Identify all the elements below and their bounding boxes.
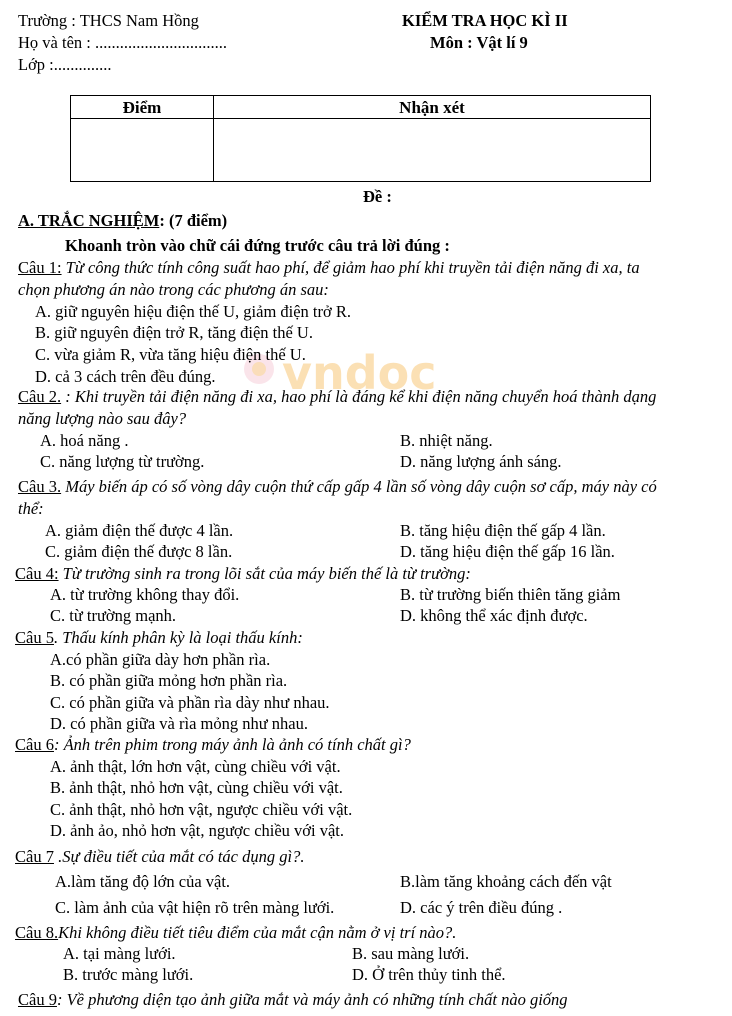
- question-8-line1: [15, 925, 456, 942]
- de-label: Đề :: [363, 187, 392, 206]
- q4-option-d: D. không thể xác định được.: [400, 606, 588, 625]
- question-2-label: Câu 2.: [18, 387, 62, 406]
- q4-option-a: A. từ trường không thay đổi.: [50, 585, 240, 604]
- q5-option-a: A.có phần giữa dày hơn phần rìa.: [50, 650, 271, 669]
- q8-option-d: D. Ở trên thủy tinh thể.: [352, 965, 506, 984]
- q7-option-a: A.làm tăng độ lớn của vật.: [55, 872, 231, 891]
- question-6-line1: [15, 737, 411, 754]
- q7-option-b: B.làm tăng khoảng cách đến vật: [400, 872, 612, 891]
- q8-option-a: A. tại màng lưới.: [63, 944, 176, 963]
- watermark-text: vndoc: [282, 346, 437, 400]
- question-8-text: Khi không điều tiết tiêu điểm của mắt cận nằm ở vị trí nào?.: [58, 923, 457, 942]
- question-1-line1: [18, 260, 640, 277]
- q3-option-d: D. tăng hiệu điện thế gấp 16 lần.: [400, 542, 615, 561]
- q2-option-d: D. năng lượng ánh sáng.: [400, 452, 562, 471]
- q3-option-b: B. tăng hiệu điện thế gấp 4 lần.: [400, 521, 606, 540]
- question-6-label: Câu 6: [15, 735, 54, 754]
- question-9-label: Câu 9: [18, 990, 57, 1009]
- question-5-label: Câu 5: [15, 628, 54, 647]
- q8-option-c: B. trước màng lưới.: [63, 965, 194, 984]
- comment-column-header: Nhận xét: [399, 98, 465, 117]
- school-name: Trường : THCS Nam Hồng: [18, 11, 199, 30]
- question-6-text: : Ảnh trên phim trong máy ảnh là ảnh có tính chất gì?: [53, 735, 411, 754]
- q6-option-a: A. ảnh thật, lớn hơn vật, cùng chiều với vật.: [50, 757, 341, 776]
- question-4-label: Câu 4:: [15, 564, 59, 583]
- question-7-label: Câu 7: [15, 847, 54, 866]
- question-9-text: : Về phương diện tạo ảnh giữa mắt và máy ảnh có những tính chất nào giống: [56, 990, 568, 1009]
- question-7-text: .Sự điều tiết của mắt có tác dụng gì?.: [53, 847, 305, 866]
- question-2-text-cont: năng lượng nào sau đây?: [18, 409, 187, 428]
- q5-option-c: C. có phần giữa và phần rìa dày như nhau.: [50, 693, 330, 712]
- question-2-line1: [18, 389, 656, 406]
- section-a-points: : (7 điểm): [159, 211, 228, 230]
- question-1-label: Câu 1:: [18, 258, 62, 277]
- question-5-line1: [15, 630, 303, 647]
- q6-option-c: C. ảnh thật, nhỏ hơn vật, ngược chiều với vật.: [50, 800, 353, 819]
- q2-option-c: C. năng lượng từ trường.: [40, 452, 205, 471]
- question-3-label: Câu 3.: [18, 477, 62, 496]
- q8-option-b: B. sau màng lưới.: [352, 944, 470, 963]
- question-4-text: Từ trường sinh ra trong lõi sắt của máy biến thế là từ trường:: [58, 564, 471, 583]
- instruction: Khoanh tròn vào chữ cái đứng trước câu trả lời đúng :: [65, 236, 450, 255]
- q1-option-a: A. giữ nguyên hiệu điện thế U, giảm điện trở R.: [35, 302, 351, 321]
- class-field: Lớp :..............: [18, 55, 112, 74]
- q6-option-b: B. ảnh thật, nhỏ hơn vật, cùng chiều với vật.: [50, 778, 343, 797]
- exam-subject: Môn : Vật lí 9: [430, 33, 528, 52]
- question-2-text: : Khi truyền tải điện năng đi xa, hao phí là đáng kể khi điện năng chuyển hoá thành dạng: [61, 387, 657, 406]
- question-3-line1: [18, 479, 657, 496]
- q3-option-c: C. giảm điện thế được 8 lần.: [45, 542, 233, 561]
- q2-option-b: B. nhiệt năng.: [400, 431, 493, 450]
- question-1-text: Từ công thức tính công suất hao phí, để giảm hao phí khi truyền tải điện năng đi xa, ta: [61, 258, 640, 277]
- question-9-line1: [18, 992, 568, 1009]
- question-8-label: Câu 8.: [15, 923, 59, 942]
- exam-title: KIỂM TRA HỌC KÌ II: [402, 11, 568, 30]
- q1-option-b: B. giữ nguyên điện trở R, tăng điện thế U.: [35, 323, 313, 342]
- question-3-text-cont: thể:: [18, 499, 44, 518]
- q1-option-d: D. cả 3 cách trên đều đúng.: [35, 367, 216, 386]
- q4-option-b: B. từ trường biến thiên tăng giảm: [400, 585, 621, 604]
- score-table: [70, 95, 651, 182]
- q3-option-a: A. giảm điện thế được 4 lần.: [45, 521, 234, 540]
- score-column-header: Điểm: [122, 98, 162, 117]
- question-3-text: Máy biến áp có số vòng dây cuộn thứ cấp gấp 4 lần số vòng dây cuộn sơ cấp, máy này có: [61, 477, 657, 496]
- section-a-title: A. TRẮC NGHIỆM: [18, 211, 160, 230]
- q6-option-d: D. ảnh ảo, nhỏ hơn vật, ngược chiều với vật.: [50, 821, 345, 840]
- q5-option-b: B. có phần giữa mỏng hơn phần rìa.: [50, 671, 288, 690]
- q7-option-c: C. làm ảnh của vật hiện rõ trên màng lưới.: [55, 898, 335, 917]
- student-name-field: Họ và tên : ................................: [18, 33, 227, 52]
- q5-option-d: D. có phần giữa và rìa mỏng như nhau.: [50, 714, 308, 733]
- question-1-text-cont: chọn phương án nào trong các phương án sau:: [18, 280, 329, 299]
- question-7-line1: [15, 849, 304, 866]
- q2-option-a: A. hoá năng .: [40, 431, 129, 450]
- q1-option-c: C. vừa giảm R, vừa tăng hiệu điện thế U.: [35, 345, 306, 364]
- question-5-text: . Thấu kính phân kỳ là loại thấu kính:: [53, 628, 303, 647]
- question-4-line1: [15, 566, 471, 583]
- q7-option-d: D. các ý trên điều đúng .: [400, 898, 563, 917]
- section-a-heading: [18, 213, 227, 230]
- q4-option-c: C. từ trường mạnh.: [50, 606, 177, 625]
